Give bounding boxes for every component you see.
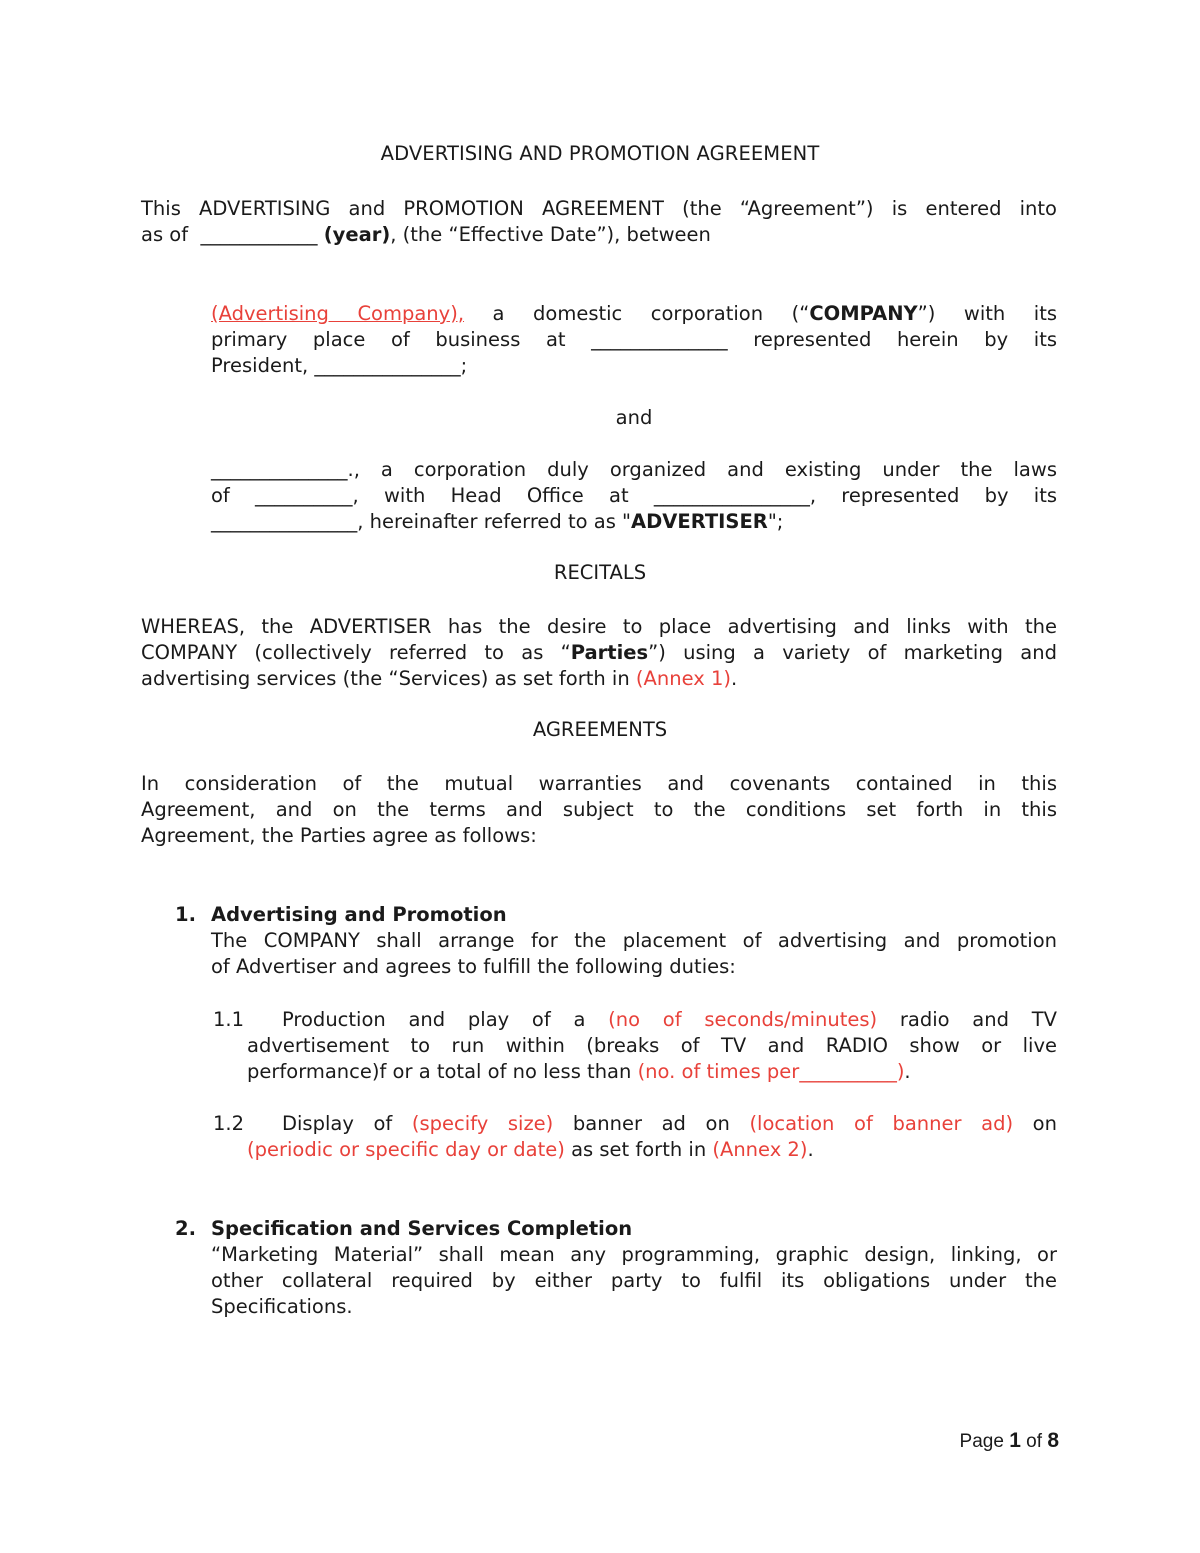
intro-line-2 [141, 222, 1057, 248]
recitals-line-1: WHEREAS, the ADVERTISER has the desire to place advertising and links with the [141, 615, 1057, 638]
effective-date-text: , (the “Effective Date”), between [390, 223, 711, 246]
item-1-1-text-d: . [904, 1060, 911, 1083]
location-placeholder: (location of banner ad) [749, 1112, 1014, 1135]
party2-line-3 [211, 509, 1057, 535]
recitals-line-3 [141, 666, 1057, 692]
recitals-text-d: . [731, 667, 738, 690]
current-page: 1 [1009, 1429, 1021, 1452]
party2-line-2: of __________, with Head Office at ________________, represented by its [211, 484, 1057, 507]
document-title: ADVERTISING AND PROMOTION AGREEMENT [380, 142, 820, 165]
agreements-line-3: Agreement, the Parties agree as follows: [141, 824, 537, 847]
intro-line-1: This ADVERTISING and PROMOTION AGREEMENT (the “Agreement”) is entered into [141, 197, 1057, 220]
party2-text-b: "; [767, 510, 784, 533]
party1-text-a: a domestic corporation (“ [464, 302, 810, 325]
item-1-2-text-d: as set forth in [564, 1138, 713, 1161]
date-placeholder: (periodic or specific day or date) [247, 1138, 565, 1161]
party1-text-b: ”) with its [917, 302, 1058, 325]
size-placeholder: (specify size) [411, 1112, 554, 1135]
item-1-2-text-a: Display of [282, 1112, 412, 1135]
section1-line-1: The COMPANY shall arrange for the placement of advertising and promotion [211, 929, 1057, 952]
as-of-text: as of [141, 223, 189, 246]
item-1-2-number: 1.2 [213, 1112, 245, 1135]
item-1-2-text-e: . [807, 1138, 814, 1161]
agreements-heading: AGREEMENTS [532, 718, 668, 741]
recitals-text-b: ”) using a variety of marketing and [648, 641, 1057, 664]
item-1-2-text-b: banner ad on [553, 1112, 750, 1135]
of-word: of [1026, 1431, 1043, 1452]
item-1-2-line-2 [247, 1137, 1057, 1163]
item-1-1-line-2: advertisement to run within (breaks of TV and RADIO show or live [247, 1034, 1057, 1057]
item-1-1-text-c: performance)f or a total of no less than [247, 1060, 638, 1083]
party1-line-2: primary place of business at ______________ represented herein by its [211, 328, 1057, 351]
parties-term: Parties [570, 641, 649, 664]
section2-line-2: other collateral required by either party to fulfil its obligations under the [211, 1269, 1057, 1292]
recitals-heading: RECITALS [553, 561, 647, 584]
advertising-company-placeholder: (Advertising Company), [211, 302, 465, 325]
section2-line-3: Specifications. [211, 1295, 353, 1318]
company-term: COMPANY [809, 302, 918, 325]
section2-line-1: “Marketing Material” shall mean any programming, graphic design, linking, or [211, 1243, 1057, 1266]
advertiser-term: ADVERTISER [631, 510, 768, 533]
party1-line-1 [211, 301, 1057, 327]
duration-placeholder: (no of seconds/minutes) [608, 1008, 878, 1031]
section1-line-2: of Advertiser and agrees to fulfill the following duties: [211, 955, 736, 978]
annex1-placeholder: (Annex 1) [635, 667, 731, 690]
agreements-line-2: Agreement, and on the terms and subject to the conditions set forth in this [141, 798, 1057, 821]
recitals-text-c: advertising services (the “Services) as set forth in [141, 667, 636, 690]
item-1-2-line-1 [282, 1111, 1057, 1137]
item-1-1-line-1 [282, 1007, 1057, 1033]
item-1-1-text-a: Production and play of a [282, 1008, 609, 1031]
and-separator: and [615, 406, 653, 429]
section1-number: 1. [175, 903, 196, 926]
page-word: Page [959, 1431, 1004, 1452]
page-number-footer [960, 1429, 1059, 1453]
date-blank: ____________ [200, 223, 318, 246]
party1-line-3: President, _______________; [211, 354, 468, 377]
item-1-2-text-c: on [1013, 1112, 1057, 1135]
agreements-line-1: In consideration of the mutual warranties and covenants contained in this [141, 772, 1057, 795]
item-1-1-text-b: radio and TV [877, 1008, 1057, 1031]
recitals-line-2 [141, 640, 1057, 666]
frequency-placeholder: (no. of times per__________) [637, 1060, 905, 1083]
item-1-1-number: 1.1 [213, 1008, 245, 1031]
recitals-text-a: COMPANY (collectively referred to as “ [141, 641, 571, 664]
annex2-placeholder: (Annex 2) [712, 1138, 808, 1161]
party2-line-1: ______________., a corporation duly organized and existing under the laws [211, 458, 1057, 481]
section1-title: Advertising and Promotion [211, 903, 507, 926]
section2-number: 2. [175, 1217, 196, 1240]
item-1-1-line-3 [247, 1059, 1057, 1085]
party2-text-a: _______________, hereinafter referred to as " [211, 510, 632, 533]
section2-title: Specification and Services Completion [211, 1217, 633, 1240]
year-label: (year) [323, 223, 391, 246]
total-pages: 8 [1047, 1429, 1059, 1452]
